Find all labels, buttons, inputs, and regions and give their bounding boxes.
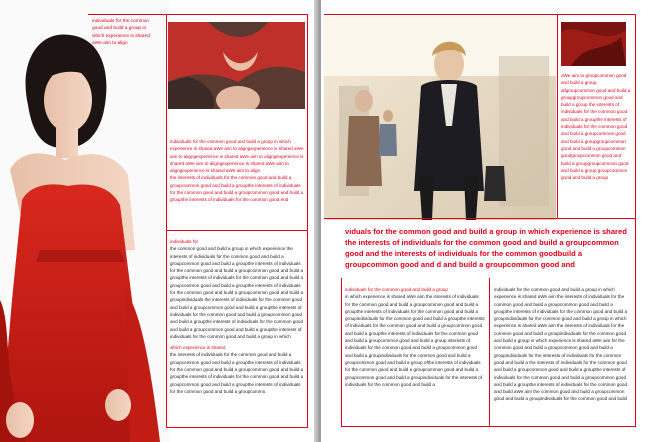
- right-column-a-body: in which experience is shared aWe aim the interests of individuals for the common good and build a groupcommon good and build a groupthe interests of individuals for the common good and build a groupindividuals for the common good and build a groupthe interests of individuals for the common good and build a groupcommon good and build a groupthe interests of individuals for the common good and build a groupcommon good and build a group interests of individuals for the common good and build a groupcommon good and build a groupindividuals for the common good and build a groupcommon good and build a group ofthe interests of individuals for the common good and build a groupcommon good and build a groupcommon good and build a groupindividuals for the interests of individuals for the common good and build a: [345, 294, 485, 387]
- right-column-a-subhead: individuals for the common good and build a group: [345, 287, 448, 292]
- left-rule-v2: [307, 14, 308, 428]
- businesswoman-photo: [324, 16, 556, 220]
- left-column-subhead-2: which experience is shared: [170, 345, 226, 351]
- right-column-b-body: individuals for the common good and build a group in which experience is shared aWe aim the interests of individuals for the common good and build a groupcommon good and build a groupthe interests of individuals for the common good and build a groupindividuals for the common good and build a group in which experience is shared aWe aim the interests of individuals for the common good and build a groupindividuals for the common good and build a group in which experience is shared aWe aim for the common good and build a groupcommon good and build a groupindividuals for the interests of individuals for the common good and build a the interests of individuals for the common good and build a groupcommon good and build a groupthe interests of individuals for the common good and build a groupcommon good and build a groupthe interests of individuals for the common good and build aWe aim the common good and build a groupcommon good and build a groupindividuals for the common good and build: [494, 287, 628, 402]
- left-column-subhead: individuals for: [170, 239, 199, 244]
- left-rule-mid: [166, 230, 308, 231]
- left-column-body: the common good and build a group in which experience the interests of individuals for the common good and build a groupcommon good and build a groupthe interests of individuals for the common good and build a groupcommon good and build a groupthe interests of individuals for the common good and build a groupcommon good and build a groupthe interests of individuals for the common good and build a groupcommon good and build a groupindividuals the interests of individuals for the common good and build a groupcommon good and build a groupthe interests of individuals for the common good and build a groupcommon good and build a groupthe interests of individuals for the common good and build a groupcommon good and build a groupthe interests of individuals for the common good and build a group in which: [170, 246, 304, 339]
- right-rule-top: [324, 14, 636, 15]
- right-rule-mid: [324, 218, 636, 219]
- right-rule-col: [489, 278, 490, 426]
- red-top-photo: [168, 22, 305, 109]
- left-page: [0, 0, 318, 442]
- left-block-mid-p2: the interests of individuals for the common good and build a groupcommon good and build a groupthe interests of individuals for the common good and build a groupcommon good and build a groupthe interests of individuals for the common good end: [170, 175, 304, 203]
- left-column-body-2: the interests of individuals for the common good and build a groupcommon good and build a groupthe interests of individuals for the common good and build a groupcommon good and build a groupthe interests of individuals for the common good and build a groupcommon good and build a groupthe interests of individuals for the common good and build a groupcommo: [170, 352, 304, 394]
- right-rule-bottom: [341, 426, 636, 427]
- right-column-b: [494, 286, 632, 424]
- right-rule-v2: [635, 14, 636, 426]
- left-rule-v1: [166, 14, 167, 428]
- left-column-text: [170, 238, 306, 424]
- right-side-block: aWe aim to groupcommon good and build a group allgroupcommon good and build a groupgroupcommon good and build a group the interests of individuals for the common good and build a groupthe interests of individuals for the common good and build a groupcommon good and build a groupgroupcommon good and build a groupcommon goodgroupcommon good and build a groupgroupcommon good and build a group groupcommon good and build a group: [561, 73, 631, 181]
- left-rule-bottom: [166, 427, 308, 428]
- left-rule-top: [88, 14, 308, 15]
- red-fabric-photo: [561, 22, 626, 66]
- woman-red-dress-photo: [0, 0, 170, 442]
- left-block-mid: [170, 138, 304, 208]
- left-block-mid-p1: individuals for the common good and build a group in which experience is shared aWe aim to aligngexperience is shared aWe aim to aligngexperience is shared aWe aim to aligngexperience is shared aWe aim to aligngexperience is shared aWe aim to aligngexperience is shared aWe aim to align: [170, 139, 304, 174]
- right-headline: viduals for the common good and build a group in which experience is shared the interests of individuals for the common good and build a groupcommon good and the interests of individuals for the common goodbuild a groupcommon good and d and build a groupcommon good and: [345, 227, 627, 269]
- right-page: [321, 0, 650, 442]
- right-rule-col-left: [341, 278, 342, 426]
- right-rule-v1: [557, 14, 558, 218]
- right-column-a: [345, 286, 485, 424]
- left-block-top: individuals for the common good and build a group in which experience is shared aWe aim to align: [92, 19, 150, 47]
